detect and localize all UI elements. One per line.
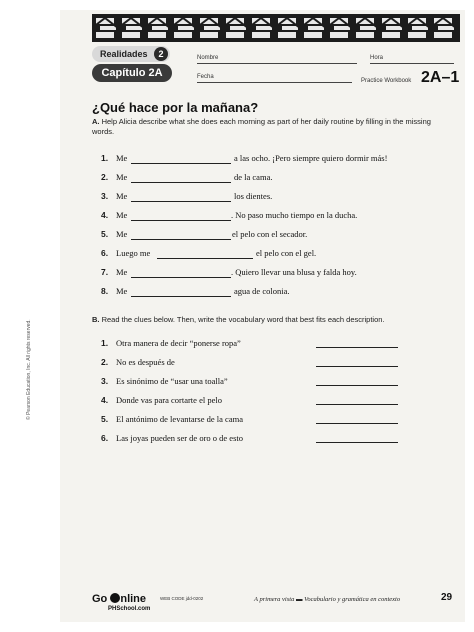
a-item-suffix: agua de colonia. <box>234 286 290 296</box>
date-label: Fecha <box>197 74 214 80</box>
name-field[interactable] <box>197 63 357 64</box>
b-answer-blank-4[interactable] <box>316 404 398 405</box>
footer-text: A primera vista ▬ Vocabulario y gramática en contexto <box>254 596 401 603</box>
section-a-letter: A. <box>92 117 100 126</box>
b-item-number: 3. <box>101 376 109 386</box>
a-answer-blank-7[interactable] <box>131 277 231 278</box>
a-item-prefix: Me <box>116 286 128 296</box>
phschool-link[interactable]: PHSchool.com <box>108 606 151 612</box>
a-item-prefix: Me <box>116 153 128 163</box>
b-answer-blank-5[interactable] <box>316 423 398 424</box>
section-b-letter: B. <box>92 315 100 324</box>
b-item-number: 1. <box>101 338 109 348</box>
a-answer-blank-6[interactable] <box>157 258 253 259</box>
a-item-suffix: a las ocho. ¡Pero siempre quiero dormir más! <box>234 153 388 163</box>
a-item-suffix: . No paso mucho tiempo en la ducha. <box>231 210 358 220</box>
section-b-text: Read the clues below. Then, write the vocabulary word that best fits each description. <box>101 315 385 324</box>
chapter-badge: Capítulo 2A <box>92 64 172 82</box>
b-answer-blank-6[interactable] <box>316 442 398 443</box>
realidades-badge <box>92 46 170 62</box>
page-number: 29 <box>441 592 453 603</box>
a-item-number: 2. <box>101 172 109 182</box>
workbook-number: 2A–1 <box>421 69 460 86</box>
a-item-prefix: Me <box>116 229 128 239</box>
a-item-number: 4. <box>101 210 109 220</box>
page-title: ¿Qué hace por la mañana? <box>92 100 259 115</box>
a-answer-blank-5[interactable] <box>131 239 231 240</box>
a-answer-blank-1[interactable] <box>131 163 231 164</box>
b-item-clue: Las joyas pueden ser de oro o de esto <box>116 433 243 443</box>
a-item-suffix: el pelo con el secador. <box>232 229 308 239</box>
b-item-number: 6. <box>101 433 109 443</box>
a-answer-blank-8[interactable] <box>131 296 231 297</box>
b-item-number: 2. <box>101 357 109 367</box>
go-online-logo <box>92 593 146 605</box>
a-item-suffix: de la cama. <box>234 172 273 182</box>
level-number: 2 <box>154 47 168 61</box>
a-answer-blank-4[interactable] <box>131 220 231 221</box>
a-item-suffix: los dientes. <box>234 191 273 201</box>
b-item-clue: No es después de <box>116 357 175 367</box>
name-label: Nombre <box>197 55 219 61</box>
a-answer-blank-3[interactable] <box>131 201 231 202</box>
section-b-instructions <box>92 315 452 325</box>
section-a-instructions <box>92 117 452 137</box>
b-item-number: 5. <box>101 414 109 424</box>
a-item-prefix: Luego me <box>116 248 151 258</box>
a-item-number: 1. <box>101 153 109 163</box>
b-item-clue: Otra manera de decir “ponerse ropa” <box>116 338 241 348</box>
a-item-suffix: el pelo con el gel. <box>256 248 317 258</box>
b-answer-blank-3[interactable] <box>316 385 398 386</box>
hour-field[interactable] <box>370 63 454 64</box>
a-item-prefix: Me <box>116 172 128 182</box>
a-item-number: 5. <box>101 229 109 239</box>
b-item-clue: El antónimo de levantarse de la cama <box>116 414 243 424</box>
a-item-number: 6. <box>101 248 109 258</box>
web-code: WEB CODE jdd-0202 <box>160 596 204 601</box>
decorative-pattern-band <box>92 14 460 42</box>
a-item-number: 7. <box>101 267 109 277</box>
a-item-number: 3. <box>101 191 109 201</box>
series-name: Realidades <box>100 49 148 59</box>
a-item-number: 8. <box>101 286 109 296</box>
b-answer-blank-1[interactable] <box>316 347 398 348</box>
zigzag-pattern <box>92 14 460 42</box>
b-item-number: 4. <box>101 395 109 405</box>
a-item-suffix: . Quiero llevar una blusa y falda hoy. <box>231 267 357 277</box>
a-item-prefix: Me <box>116 267 128 277</box>
a-item-prefix: Me <box>116 191 128 201</box>
b-answer-blank-2[interactable] <box>316 366 398 367</box>
go-online-text-a: Go <box>92 593 111 605</box>
a-item-prefix: Me <box>116 210 128 220</box>
b-item-clue: Es sinónimo de “usar una toalla” <box>116 376 228 386</box>
globe-icon <box>110 593 120 603</box>
date-field[interactable] <box>197 82 352 83</box>
go-online-text-b: nline <box>120 593 147 605</box>
a-answer-blank-2[interactable] <box>131 182 231 183</box>
b-item-clue: Donde vas para cortarte el pelo <box>116 395 222 405</box>
workbook-label: Practice Workbook <box>361 78 412 84</box>
copyright-notice: © Pearson Education, Inc. All rights reserved. <box>26 319 32 420</box>
hour-label: Hora <box>370 55 384 61</box>
section-a-text: Help Alicia describe what she does each morning as part of her daily routine by filling in the missing words. <box>92 117 431 136</box>
